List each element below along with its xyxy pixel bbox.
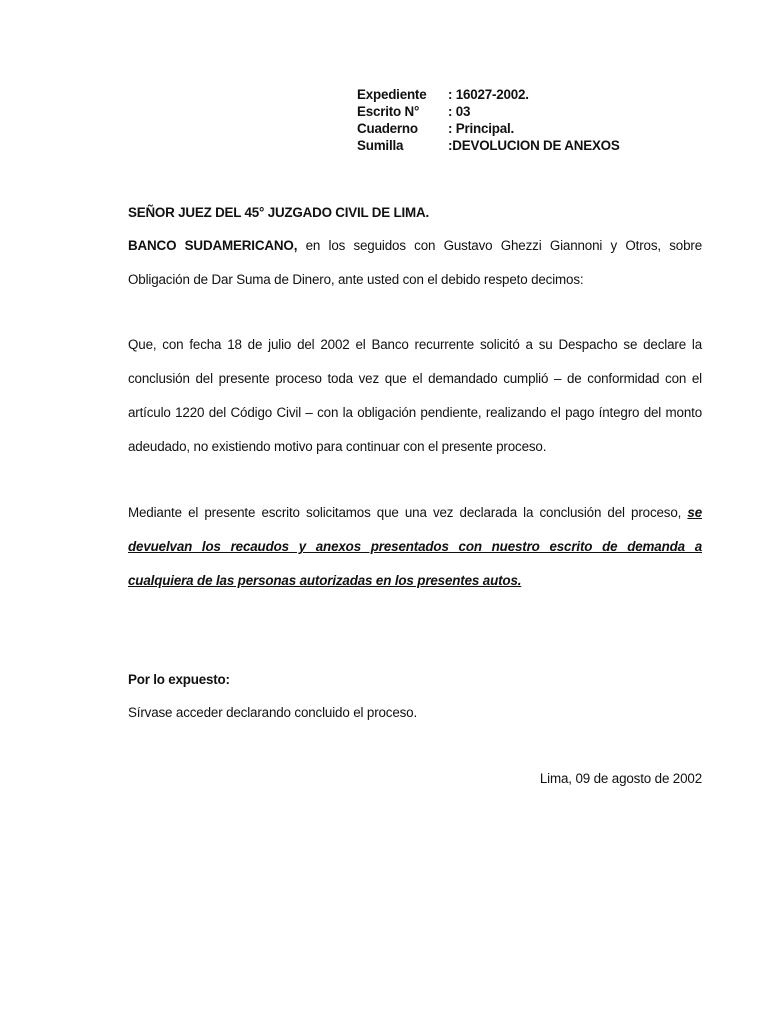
case-number-label: Expediente <box>357 87 427 102</box>
request-paragraph <box>128 496 702 598</box>
addressee-line: SEÑOR JUEZ DEL 45° JUZGADO CIVIL DE LIMA. <box>128 205 429 220</box>
filing-number-label: Escrito N° <box>357 104 420 119</box>
summary-row <box>357 137 620 154</box>
body-paragraph: Que, con fecha 18 de julio del 2002 el Banco recurrente solicitó a su Despacho se declare la conclusión del presente proceso toda vez que el demandado cumplió – de conformidad con el artículo 1220 del Código Civil – con la obligación pendiente, realizando el pago íntegro del monto adeudado, no existiendo motivo para continuar con el presente proceso. <box>128 337 702 454</box>
notebook-row <box>357 120 620 137</box>
closing-text: Sírvase acceder declarando concluido el proceso. <box>128 705 418 720</box>
summary-value: :DEVOLUCION DE ANEXOS <box>448 138 620 153</box>
intro-paragraph <box>128 229 702 297</box>
filing-number-row <box>357 103 620 120</box>
case-number-value: : 16027-2002. <box>448 87 529 102</box>
date-line: Lima, 09 de agosto de 2002 <box>539 771 702 786</box>
intro-text: en los seguidos con Gustavo Ghezzi Giannoni y Otros, sobre Obligación de Dar Suma de Dinero, ante usted con el debido respeto decimos: <box>128 238 702 287</box>
party-name: BANCO SUDAMERICANO, <box>128 238 298 253</box>
summary-label: Sumilla <box>357 138 404 153</box>
request-emphasis: se devuelvan los recaudos y anexos presentados con nuestro escrito de demanda a cualquiera de las personas autorizadas en los presentes autos. <box>128 505 702 588</box>
filing-number-value: : 03 <box>448 104 471 119</box>
request-text: Mediante el presente escrito solicitamos que una vez declarada la conclusión del proceso, <box>128 505 688 520</box>
closing-heading: Por lo expuesto: <box>128 672 230 687</box>
case-number-row <box>357 86 620 103</box>
notebook-value: : Principal. <box>448 121 515 136</box>
case-header <box>357 86 620 154</box>
notebook-label: Cuaderno <box>357 121 418 136</box>
